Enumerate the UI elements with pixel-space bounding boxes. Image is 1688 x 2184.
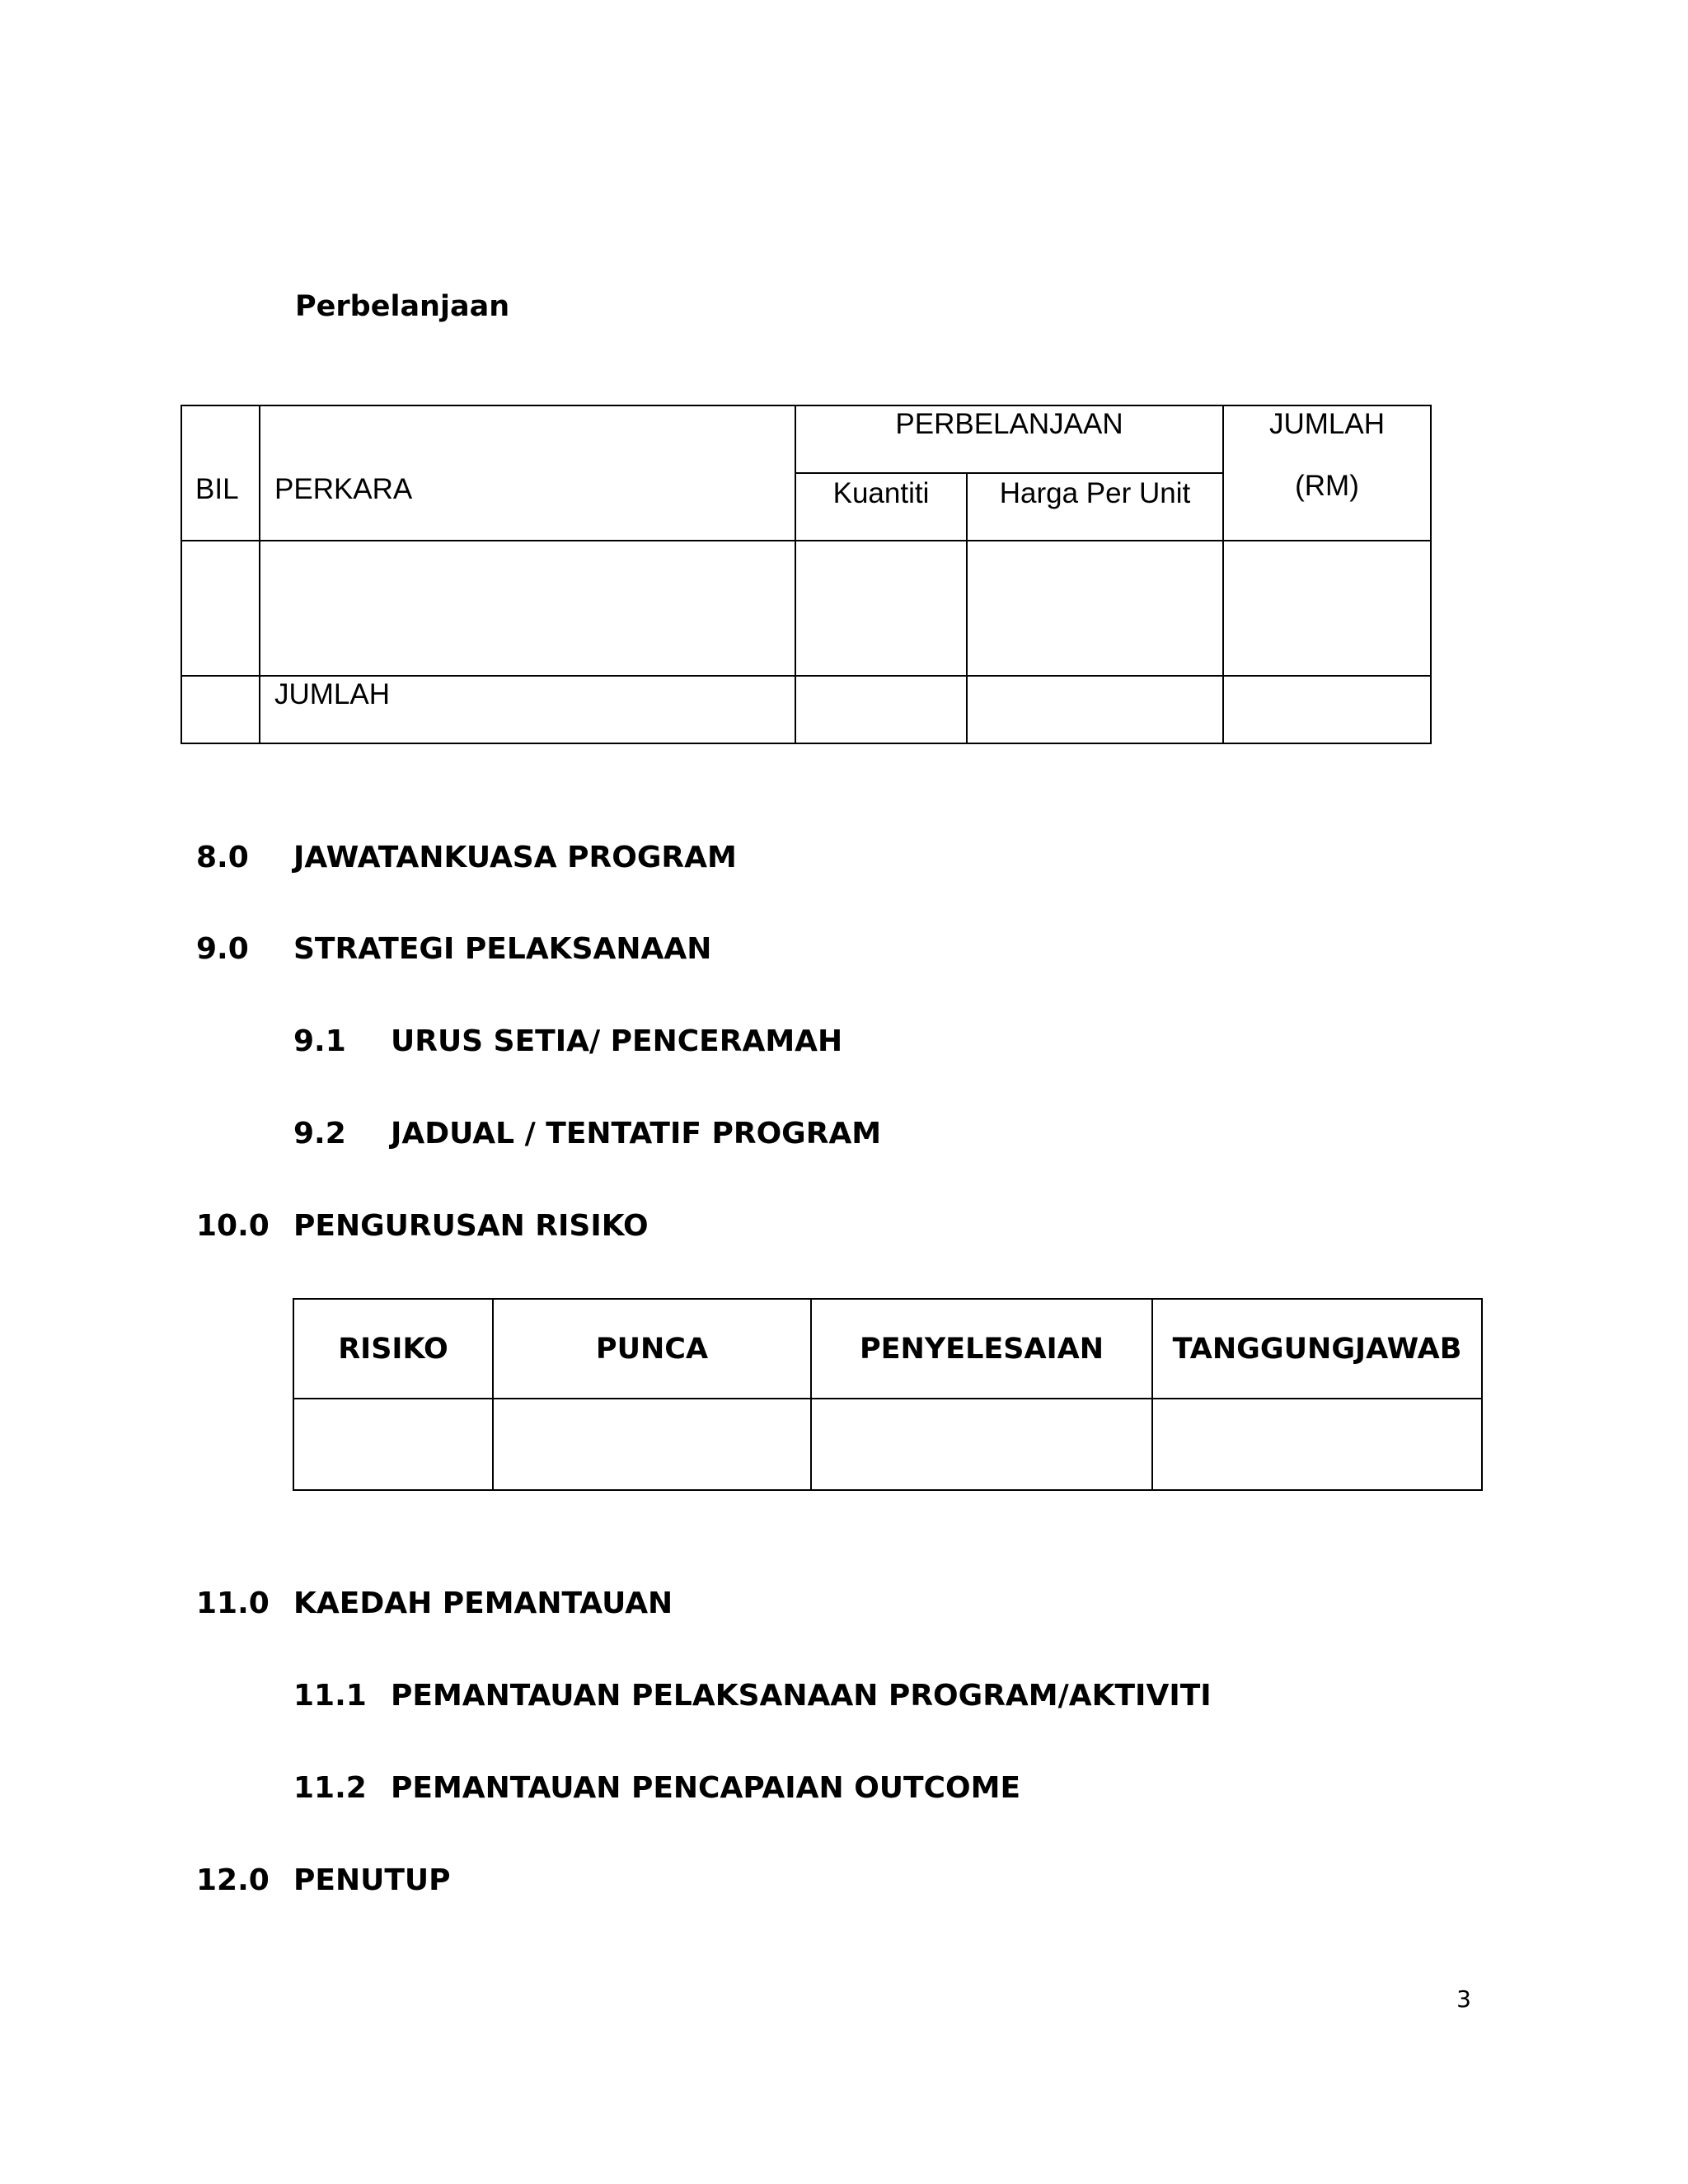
total-label-cell xyxy=(260,676,795,743)
section-number: 10.0 xyxy=(196,1209,270,1243)
section-title: PENGURUSAN RISIKO xyxy=(293,1209,649,1243)
section-number: 8.0 xyxy=(196,841,249,874)
header-jumlah-line1: JUMLAH xyxy=(1268,408,1386,440)
header-risiko: RISIKO xyxy=(293,1299,493,1399)
table-row xyxy=(293,1399,1482,1490)
section-title: KAEDAH PEMANTAUAN xyxy=(293,1586,673,1620)
section-title: URUS SETIA/ PENCERAMAH xyxy=(391,1024,843,1058)
total-row xyxy=(181,676,1431,743)
header-jumlah-cell xyxy=(1223,405,1431,541)
header-jumlah-line2: (RM) xyxy=(1295,470,1359,502)
header-penyelesaian: PENYELESAIAN xyxy=(811,1299,1152,1399)
table-cell xyxy=(181,541,260,676)
section-number: 12.0 xyxy=(196,1863,270,1897)
header-punca: PUNCA xyxy=(493,1299,811,1399)
header-perkara: PERKARA xyxy=(274,473,413,505)
header-perbelanjaan-cell xyxy=(795,405,1223,473)
total-label: JUMLAH xyxy=(274,678,391,710)
page-number: 3 xyxy=(1456,1985,1471,2013)
header-harga: Harga Per Unit xyxy=(999,477,1191,509)
section-number: 11.2 xyxy=(293,1771,367,1805)
table-cell xyxy=(811,1399,1152,1490)
section-number: 11.1 xyxy=(293,1679,367,1713)
header-kuantiti-cell xyxy=(795,473,967,541)
section-title: PEMANTAUAN PENCAPAIAN OUTCOME xyxy=(391,1771,1021,1805)
table-cell xyxy=(967,541,1223,676)
table-cell xyxy=(1152,1399,1482,1490)
section-number: 9.2 xyxy=(293,1117,346,1151)
section-title: STRATEGI PELAKSANAAN xyxy=(293,932,712,966)
table-cell xyxy=(795,541,967,676)
table-cell xyxy=(1223,541,1431,676)
section-number: 9.1 xyxy=(293,1024,346,1058)
table-cell xyxy=(1223,676,1431,743)
header-kuantiti: Kuantiti xyxy=(832,477,930,509)
expense-table xyxy=(181,405,1432,744)
section-number: 11.0 xyxy=(196,1586,270,1620)
table-cell xyxy=(260,541,795,676)
header-tanggungjawab: TANGGUNGJAWAB xyxy=(1152,1299,1482,1399)
header-bil: BIL xyxy=(195,473,239,505)
table-row xyxy=(181,541,1431,676)
table-cell xyxy=(795,676,967,743)
risk-table xyxy=(293,1298,1483,1491)
section-title: JADUAL / TENTATIF PROGRAM xyxy=(391,1117,882,1151)
expense-heading: Perbelanjaan xyxy=(295,290,510,323)
table-cell xyxy=(181,676,260,743)
header-perkara-cell xyxy=(260,405,795,541)
section-title: PEMANTAUAN PELAKSANAAN PROGRAM/AKTIVITI xyxy=(391,1679,1212,1713)
section-title: PENUTUP xyxy=(293,1863,451,1897)
table-cell xyxy=(293,1399,493,1490)
table-cell xyxy=(493,1399,811,1490)
section-number: 9.0 xyxy=(196,932,249,966)
header-harga-cell xyxy=(967,473,1223,541)
section-title: JAWATANKUASA PROGRAM xyxy=(293,841,737,874)
header-bil-cell xyxy=(181,405,260,541)
header-perbelanjaan: PERBELANJAAN xyxy=(895,408,1123,440)
table-cell xyxy=(967,676,1223,743)
